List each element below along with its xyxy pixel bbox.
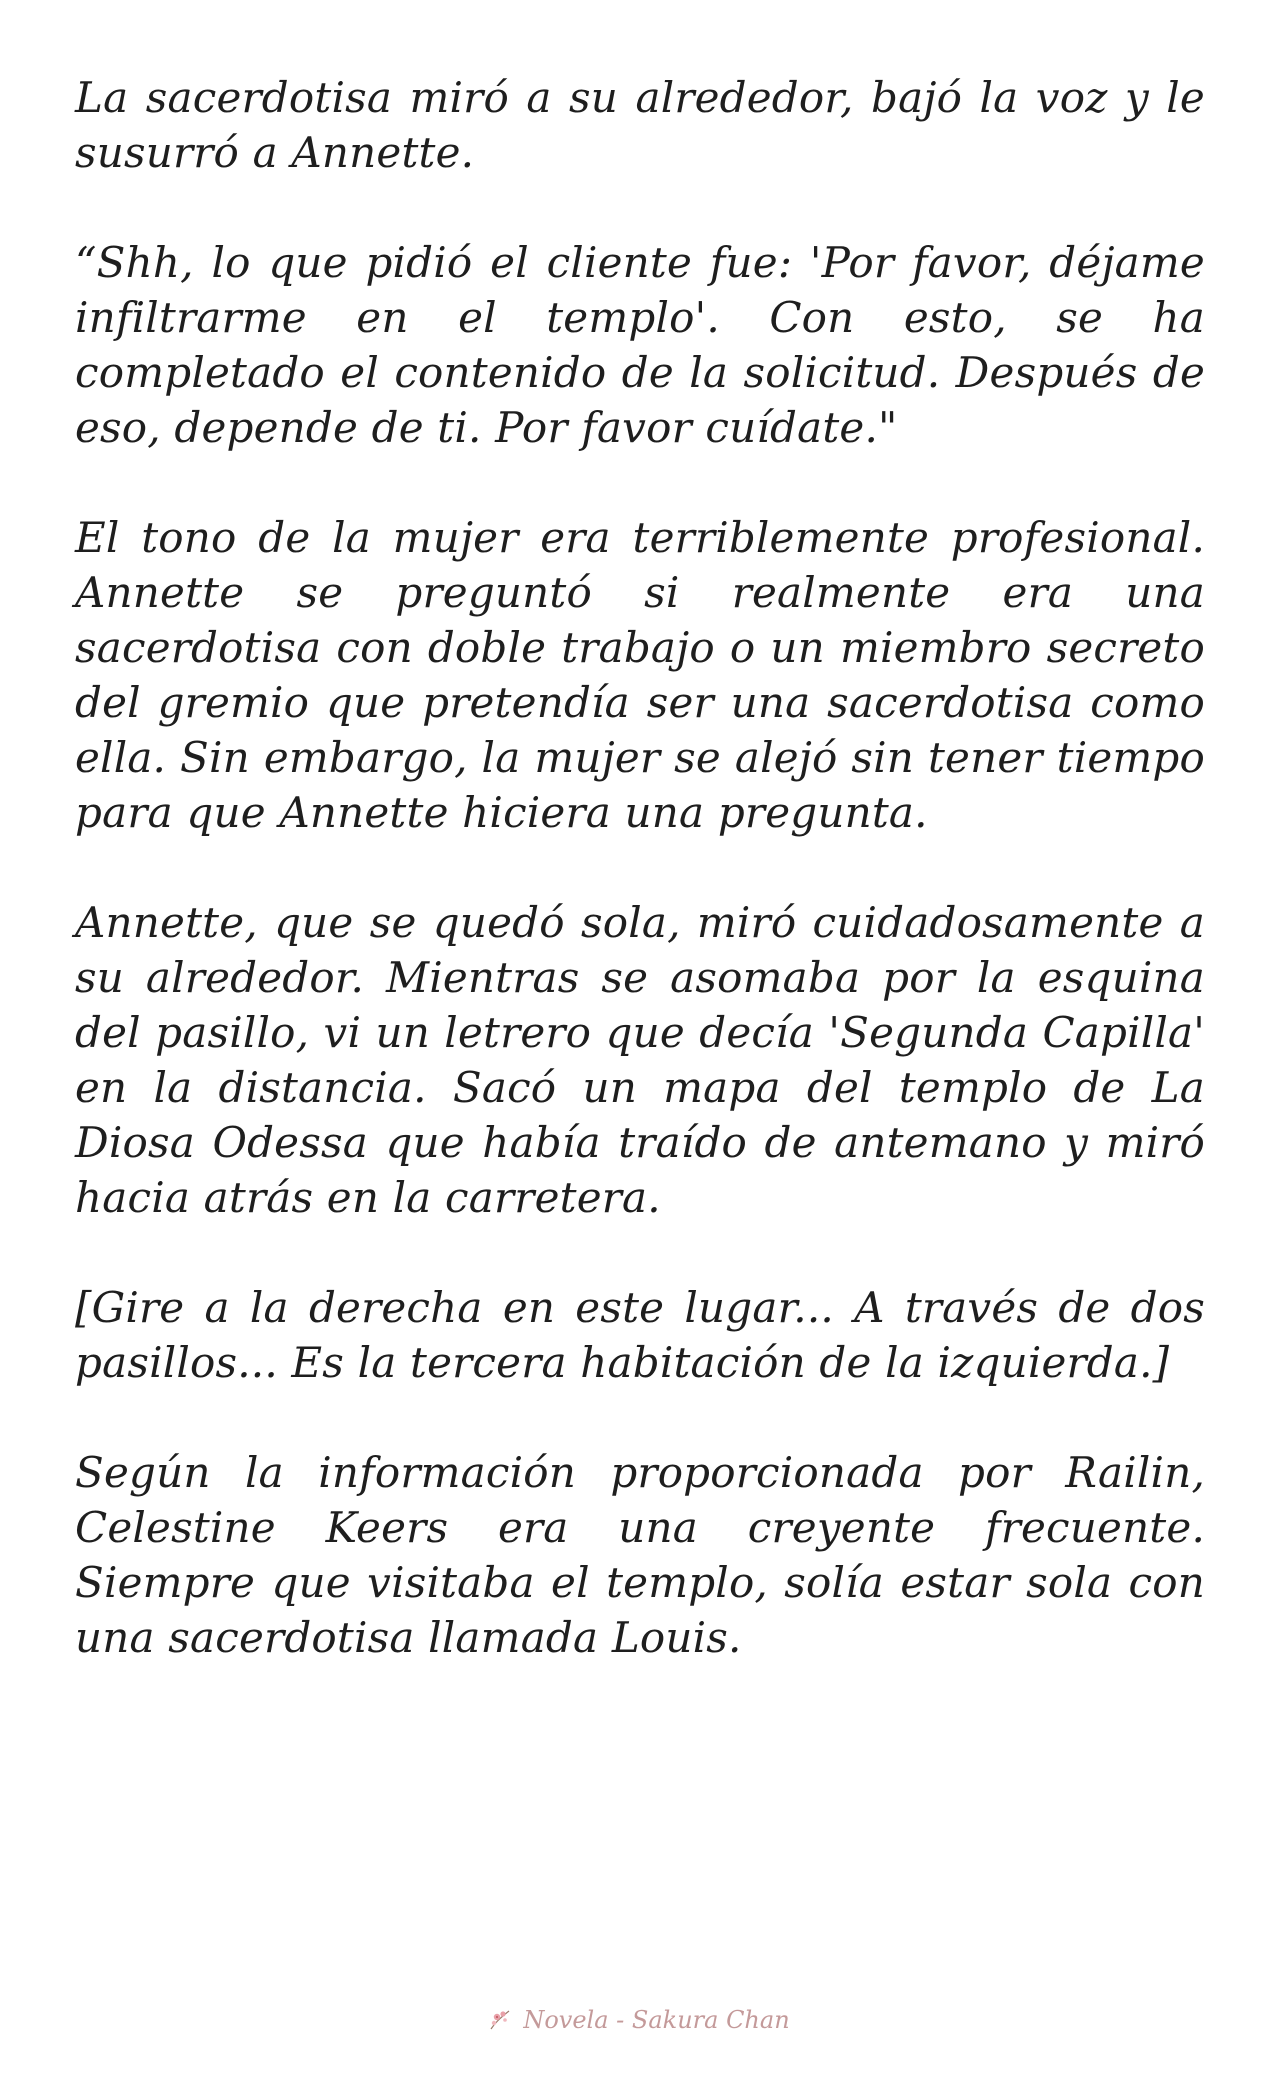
paragraph-6: Según la información proporcionada por Railin, Celestine Keers era una creyente frecuente. Siempre que visitaba el templo, solía estar sola con una sacerdotisa llamada Louis. bbox=[75, 1448, 1205, 1662]
sakura-blossom-icon bbox=[485, 2005, 515, 2035]
paragraph-3: El tono de la mujer era terriblemente profesional. Annette se preguntó si realmente era una sacerdotisa con doble trabajo o un miembro secreto del gremio que pretendía ser una sacerdotisa como ella. Sin embargo, la mujer se alejó sin tener tiempo para que Annette hiciera una pregunta. bbox=[75, 513, 1205, 837]
paragraph-1: La sacerdotisa miró a su alrededor, bajó la voz y le susurró a Annette. bbox=[75, 73, 1205, 177]
paragraph-5: [Gire a la derecha en este lugar... A través de dos pasillos... Es la tercera habitación de la izquierda.] bbox=[75, 1283, 1205, 1387]
watermark-text: Novela - Sakura Chan bbox=[523, 2006, 790, 2034]
document-body bbox=[75, 70, 1205, 1720]
watermark-footer bbox=[0, 2000, 1275, 2040]
paragraph-2: “Shh, lo que pidió el cliente fue: 'Por favor, déjame infiltrarme en el templo'. Con esto, se ha completado el contenido de la solicitud. Después de eso, depende de ti. Por favor cuídate." bbox=[75, 238, 1205, 452]
paragraph-4: Annette, que se quedó sola, miró cuidadosamente a su alrededor. Mientras se asomaba por la esquina del pasillo, vi un letrero que decía 'Segunda Capilla' en la distancia. Sacó un mapa del templo de La Diosa Odessa que había traído de antemano y miró hacia atrás en la carretera. bbox=[75, 898, 1205, 1222]
